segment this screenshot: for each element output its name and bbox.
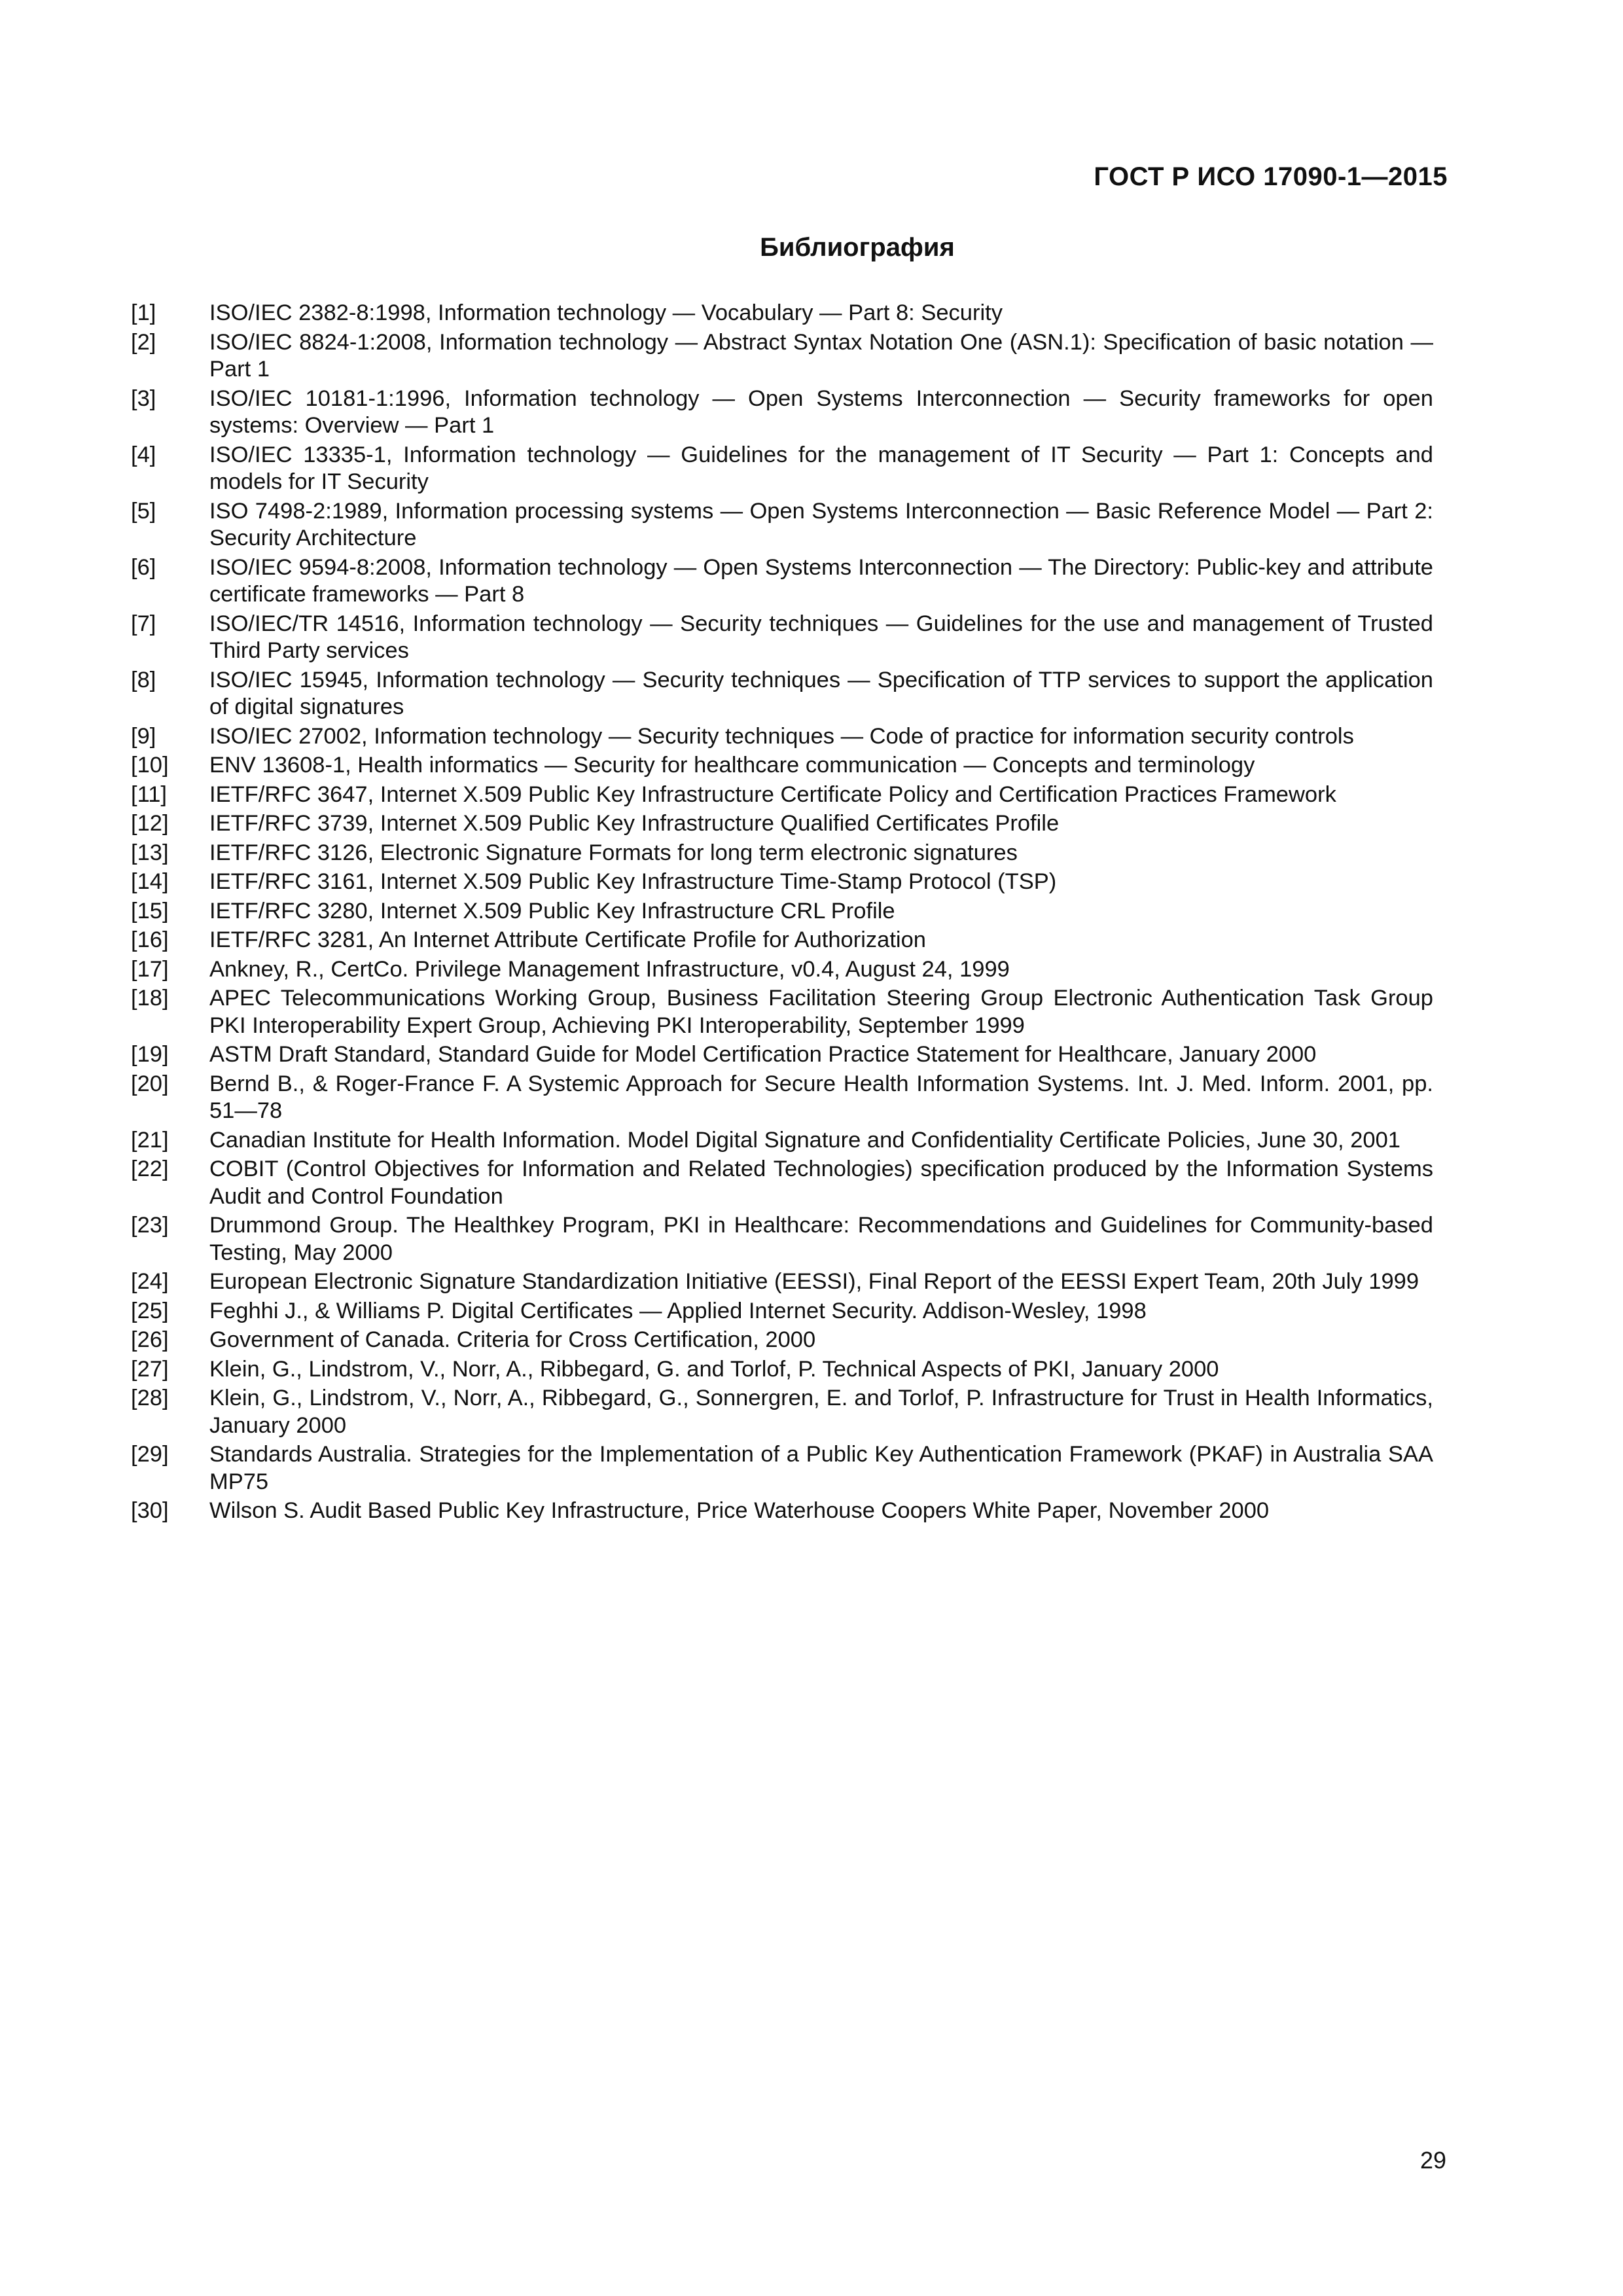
- reference-number: [17]: [131, 956, 169, 982]
- bibliography-item: [131, 300, 1433, 327]
- reference-number: [2]: [131, 329, 156, 355]
- reference-text: Drummond Group. The Healthkey Program, PKI in Healthcare: Recommendations and Guidelines for Community-based Testing, May 2000: [209, 1213, 1433, 1265]
- reference-number: [29]: [131, 1442, 169, 1467]
- reference-text: Canadian Institute for Health Information. Model Digital Signature and Confidentiality Certificate Policies, June 30, 2001: [209, 1127, 1400, 1153]
- reference-text: COBIT (Control Objectives for Information and Related Technologies) specification produced by the Information Systems Audit and Control Foundation: [209, 1157, 1433, 1209]
- bibliography-item: [131, 810, 1433, 838]
- bibliography-item: [131, 667, 1433, 721]
- reference-text: ISO/IEC 15945, Information technology — Security techniques — Specification of TTP services to support the application of digital signatures: [209, 667, 1433, 719]
- bibliography-item: [131, 329, 1433, 384]
- reference-text: Wilson S. Audit Based Public Key Infrastructure, Price Waterhouse Coopers White Paper, November 2000: [209, 1498, 1270, 1523]
- bibliography-item: [131, 927, 1433, 954]
- reference-text: ISO/IEC/TR 14516, Information technology — Security techniques — Guidelines for the use and management of Trusted Third Party services: [209, 611, 1433, 663]
- reference-number: [10]: [131, 753, 169, 778]
- reference-text: Bernd B., & Roger-France F. A Systemic Approach for Secure Health Information Systems. Int. J. Med. Inform. 2001, pp. 51—78: [209, 1071, 1433, 1123]
- reference-number: [19]: [131, 1042, 169, 1067]
- reference-text: ISO/IEC 2382-8:1998, Information technology — Vocabulary — Part 8: Security: [209, 300, 1003, 325]
- reference-number: [24]: [131, 1269, 169, 1294]
- reference-number: [20]: [131, 1071, 169, 1096]
- reference-text: ISO 7498-2:1989, Information processing systems — Open Systems Interconnection — Basic Reference Model — Part 2: Security Architecture: [209, 498, 1433, 550]
- reference-number: [7]: [131, 611, 156, 636]
- bibliography-item: [131, 554, 1433, 609]
- bibliography-item: [131, 1327, 1433, 1354]
- reference-number: [1]: [131, 300, 156, 325]
- reference-text: APEC Telecommunications Working Group, Business Facilitation Steering Group Electronic Authentication Task Group PKI Interoperability Expert Group, Achieving PKI Interoperability, September 1999: [209, 986, 1433, 1038]
- bibliography-item: [131, 386, 1433, 440]
- reference-number: [22]: [131, 1157, 169, 1181]
- reference-number: [15]: [131, 898, 169, 924]
- reference-text: ISO/IEC 27002, Information technology — Security techniques — Code of practice for information security controls: [209, 723, 1354, 749]
- bibliography-item: [131, 840, 1433, 867]
- bibliography-item: [131, 1071, 1433, 1125]
- reference-number: [3]: [131, 386, 156, 411]
- bibliography-item: [131, 956, 1433, 984]
- reference-number: [21]: [131, 1127, 169, 1153]
- document-code: ГОСТ Р ИСО 17090-1—2015: [1094, 162, 1448, 191]
- reference-number: [8]: [131, 667, 156, 692]
- reference-text: IETF/RFC 3280, Internet X.509 Public Key Infrastructure CRL Profile: [209, 898, 895, 924]
- reference-text: IETF/RFC 3281, An Internet Attribute Certificate Profile for Authorization: [209, 927, 926, 952]
- section-title: Библиография: [760, 233, 955, 262]
- reference-text: Standards Australia. Strategies for the Implementation of a Public Key Authentication Framework (PKAF) in Australia SAA MP75: [209, 1442, 1433, 1494]
- bibliography-list: [131, 300, 1433, 1527]
- bibliography-item: [131, 752, 1433, 780]
- reference-number: [6]: [131, 554, 156, 580]
- reference-text: European Electronic Signature Standardization Initiative (EESSI), Final Report of the EESSI Expert Team, 20th July 1999: [209, 1269, 1419, 1294]
- reference-number: [18]: [131, 986, 169, 1011]
- reference-number: [27]: [131, 1356, 169, 1382]
- bibliography-item: [131, 1041, 1433, 1069]
- reference-text: ISO/IEC 10181-1:1996, Information technology — Open Systems Interconnection — Security frameworks for open systems: Overview — Part 1: [209, 386, 1433, 438]
- bibliography-item: [131, 1498, 1433, 1525]
- bibliography-item: [131, 898, 1433, 925]
- reference-text: Klein, G., Lindstrom, V., Norr, A., Ribbegard, G. and Torlof, P. Technical Aspects of PKI, January 2000: [209, 1356, 1219, 1382]
- reference-number: [4]: [131, 442, 156, 467]
- bibliography-item: [131, 498, 1433, 552]
- reference-text: IETF/RFC 3739, Internet X.509 Public Key Infrastructure Qualified Certificates Profile: [209, 811, 1060, 836]
- bibliography-item: [131, 1156, 1433, 1210]
- bibliography-item: [131, 1441, 1433, 1496]
- reference-number: [25]: [131, 1298, 169, 1323]
- bibliography-item: [131, 985, 1433, 1039]
- bibliography-item: [131, 1298, 1433, 1325]
- bibliography-item: [131, 781, 1433, 809]
- bibliography-item: [131, 1212, 1433, 1266]
- reference-number: [5]: [131, 498, 156, 524]
- bibliography-item: [131, 611, 1433, 665]
- reference-number: [23]: [131, 1213, 169, 1238]
- reference-number: [12]: [131, 811, 169, 836]
- reference-text: ENV 13608-1, Health informatics — Security for healthcare communication — Concepts and terminology: [209, 753, 1255, 778]
- reference-number: [28]: [131, 1386, 169, 1410]
- reference-text: IETF/RFC 3126, Electronic Signature Formats for long term electronic signatures: [209, 840, 1018, 865]
- reference-text: ISO/IEC 9594-8:2008, Information technology — Open Systems Interconnection — The Directory: Public-key and attribute certificate frameworks — Part 8: [209, 554, 1433, 607]
- reference-number: [13]: [131, 840, 169, 865]
- bibliography-item: [131, 723, 1433, 751]
- reference-text: Government of Canada. Criteria for Cross Certification, 2000: [209, 1327, 816, 1352]
- bibliography-item: [131, 442, 1433, 496]
- reference-number: [14]: [131, 869, 169, 894]
- reference-text: ISO/IEC 8824-1:2008, Information technology — Abstract Syntax Notation One (ASN.1): Specification of basic notation — Part 1: [209, 329, 1433, 382]
- reference-text: IETF/RFC 3647, Internet X.509 Public Key Infrastructure Certificate Policy and Certification Practices Framework: [209, 781, 1336, 807]
- bibliography-item: [131, 1268, 1433, 1296]
- reference-number: [30]: [131, 1498, 169, 1523]
- reference-number: [9]: [131, 723, 156, 749]
- reference-text: Ankney, R., CertCo. Privilege Management Infrastructure, v0.4, August 24, 1999: [209, 956, 1010, 982]
- bibliography-item: [131, 1385, 1433, 1439]
- page-number: 29: [1419, 2147, 1446, 2174]
- reference-number: [11]: [131, 781, 167, 807]
- reference-text: ASTM Draft Standard, Standard Guide for Model Certification Practice Statement for Healthcare, January 2000: [209, 1042, 1317, 1067]
- reference-text: Feghhi J., & Williams P. Digital Certificates — Applied Internet Security. Addison-Wesley, 1998: [209, 1298, 1147, 1323]
- bibliography-item: [131, 869, 1433, 896]
- bibliography-item: [131, 1356, 1433, 1384]
- reference-text: IETF/RFC 3161, Internet X.509 Public Key Infrastructure Time-Stamp Protocol (TSP): [209, 869, 1057, 894]
- reference-text: ISO/IEC 13335-1, Information technology — Guidelines for the management of IT Security — Part 1: Concepts and models for IT Security: [209, 442, 1433, 494]
- bibliography-item: [131, 1127, 1433, 1155]
- reference-number: [16]: [131, 927, 169, 952]
- reference-text: Klein, G., Lindstrom, V., Norr, A., Ribbegard, G., Sonnergren, E. and Torlof, P. Infrastructure for Trust in Health Informatics, January 2000: [209, 1386, 1433, 1438]
- reference-number: [26]: [131, 1327, 169, 1352]
